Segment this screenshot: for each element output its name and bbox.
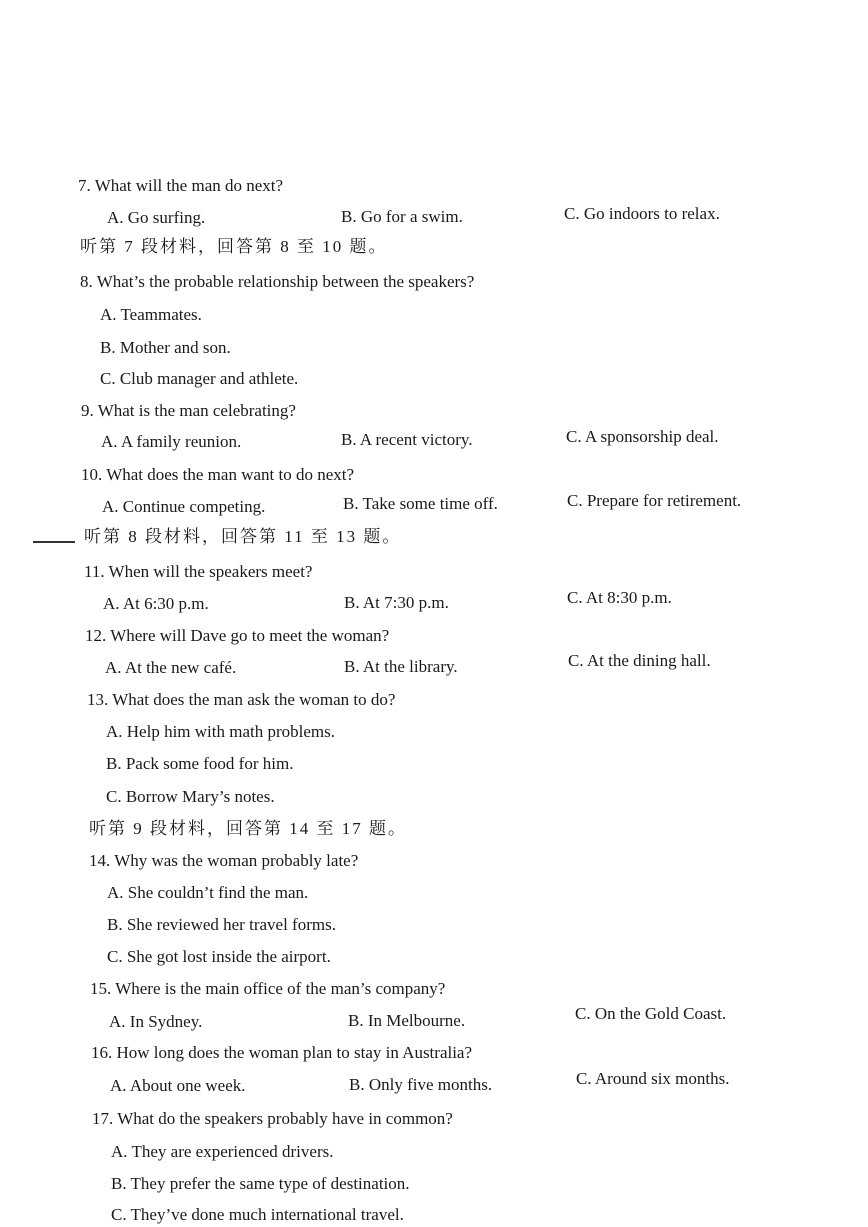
q8-option-a: A. Teammates.	[100, 305, 202, 324]
q11-option-a: A. At 6:30 p.m.	[103, 594, 209, 613]
q9-option-c: C. A sponsorship deal.	[566, 427, 719, 446]
q7-stem: 7. What will the man do next?	[78, 176, 284, 195]
q8-option-b: B. Mother and son.	[100, 338, 231, 357]
q7-option-b: B. Go for a swim.	[341, 207, 463, 226]
q17-option-a: A. They are experienced drivers.	[111, 1142, 334, 1161]
q16-option-a: A. About one week.	[110, 1076, 246, 1095]
q7-option-c: C. Go indoors to relax.	[564, 204, 720, 223]
q11-option-b: B. At 7:30 p.m.	[344, 593, 449, 612]
q16-stem: 16. How long does the woman plan to stay in Australia?	[91, 1043, 473, 1062]
q10-option-b: B. Take some time off.	[343, 494, 498, 513]
q15-option-b: B. In Melbourne.	[348, 1011, 466, 1030]
q15-option-c: C. On the Gold Coast.	[575, 1004, 727, 1023]
section-header-7: 听第 7 段材料，回答第 8 至 10 题。	[80, 237, 388, 256]
q15-option-a: A. In Sydney.	[109, 1012, 203, 1031]
q14-stem: 14. Why was the woman probably late?	[89, 851, 359, 870]
q10-option-a: A. Continue competing.	[102, 497, 266, 516]
q17-option-b: B. They prefer the same type of destination.	[111, 1174, 410, 1193]
q8-stem: 8. What’s the probable relationship between the speakers?	[80, 272, 475, 291]
q12-option-b: B. At the library.	[344, 657, 458, 676]
q11-stem: 11. When will the speakers meet?	[84, 562, 313, 581]
q15-stem: 15. Where is the main office of the man’s company?	[90, 979, 446, 998]
q14-option-b: B. She reviewed her travel forms.	[107, 915, 336, 934]
q13-option-a: A. Help him with math problems.	[106, 722, 336, 741]
q14-option-c: C. She got lost inside the airport.	[107, 947, 331, 966]
q13-option-b: B. Pack some food for him.	[106, 754, 294, 773]
q8-option-c: C. Club manager and athlete.	[100, 369, 299, 388]
q9-option-a: A. A family reunion.	[101, 432, 242, 451]
q12-option-c: C. At the dining hall.	[568, 651, 711, 670]
q17-option-c: C. They’ve done much international travel.	[111, 1205, 404, 1224]
margin-line-mark	[33, 541, 75, 543]
q17-stem: 17. What do the speakers probably have in common?	[92, 1109, 453, 1128]
q14-option-a: A. She couldn’t find the man.	[107, 883, 309, 902]
q16-option-c: C. Around six months.	[576, 1069, 730, 1088]
section-header-9: 听第 9 段材料，回答第 14 至 17 题。	[89, 819, 407, 838]
q16-option-b: B. Only five months.	[349, 1075, 493, 1094]
section-header-8: 听第 8 段材料，回答第 11 至 13 题。	[84, 527, 402, 546]
q9-option-b: B. A recent victory.	[341, 430, 473, 449]
q12-option-a: A. At the new café.	[105, 658, 237, 677]
q11-option-c: C. At 8:30 p.m.	[567, 588, 672, 607]
q13-stem: 13. What does the man ask the woman to do?	[87, 690, 396, 709]
q9-stem: 9. What is the man celebrating?	[81, 401, 296, 420]
q10-option-c: C. Prepare for retirement.	[567, 491, 742, 510]
q12-stem: 12. Where will Dave go to meet the woman?	[85, 626, 390, 645]
q13-option-c: C. Borrow Mary’s notes.	[106, 787, 275, 806]
q7-option-a: A. Go surfing.	[107, 208, 206, 227]
q10-stem: 10. What does the man want to do next?	[81, 465, 355, 484]
